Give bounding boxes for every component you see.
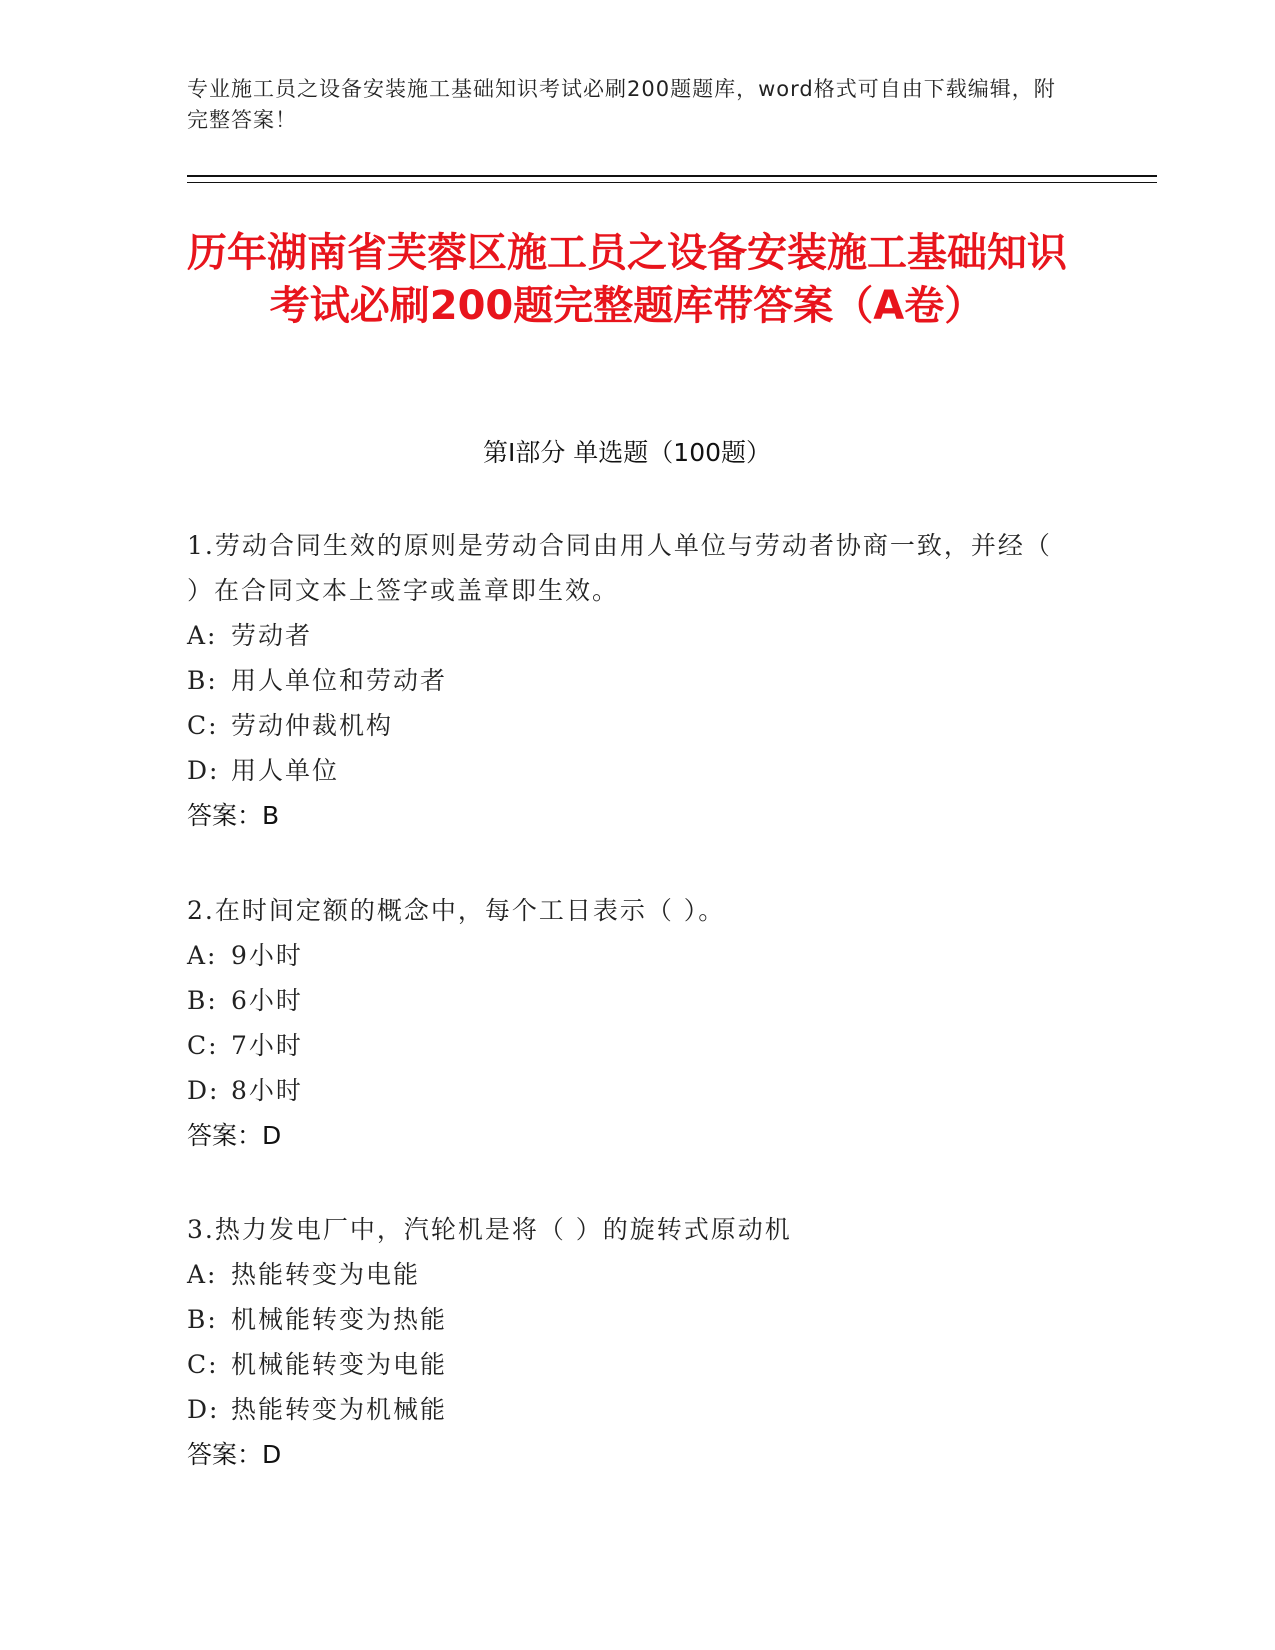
- option-b: [187, 978, 1067, 1023]
- option-letter: B:: [187, 1305, 218, 1334]
- option-letter: A:: [187, 621, 218, 650]
- option-letter: C:: [187, 711, 219, 740]
- option-text: 劳动者: [231, 621, 313, 650]
- answer-line: 答案：B: [187, 801, 280, 830]
- option-b: [187, 658, 1067, 703]
- option-text: 用人单位: [231, 756, 340, 785]
- header-divider-thick: [187, 175, 1157, 177]
- question-3: [187, 1207, 1067, 1477]
- option-letter: D:: [187, 1076, 220, 1105]
- option-text: 8小时: [231, 1076, 303, 1105]
- answer-line: 答案：D: [187, 1440, 282, 1469]
- option-text: 7小时: [231, 1031, 303, 1060]
- option-c: [187, 703, 1067, 748]
- option-text: 机械能转变为电能: [231, 1350, 448, 1379]
- question-stem: 1.劳动合同生效的原则是劳动合同由用人单位与劳动者协商一致，并经（ ）在合同文本上签字或盖章即生效。: [187, 531, 1052, 605]
- question-2: [187, 888, 1067, 1158]
- option-c: [187, 1342, 1067, 1387]
- option-letter: D:: [187, 1395, 220, 1424]
- option-text: 用人单位和劳动者: [231, 666, 448, 695]
- option-letter: A:: [187, 1260, 218, 1289]
- option-text: 劳动仲裁机构: [231, 711, 394, 740]
- option-text: 9小时: [231, 941, 303, 970]
- option-text: 机械能转变为热能: [231, 1305, 448, 1334]
- option-letter: B:: [187, 986, 218, 1015]
- answer-line: 答案：D: [187, 1121, 282, 1150]
- option-letter: D:: [187, 756, 220, 785]
- question-1: [187, 523, 1067, 838]
- question-stem: 3.热力发电厂中，汽轮机是将（ ）的旋转式原动机: [187, 1215, 792, 1244]
- option-d: [187, 1068, 1067, 1113]
- question-stem: 2.在时间定额的概念中，每个工日表示（ ）。: [187, 896, 726, 925]
- option-letter: B:: [187, 666, 218, 695]
- option-letter: C:: [187, 1350, 219, 1379]
- option-text: 热能转变为电能: [231, 1260, 421, 1289]
- option-letter: C:: [187, 1031, 219, 1060]
- option-text: 热能转变为机械能: [231, 1395, 448, 1424]
- option-c: [187, 1023, 1067, 1068]
- header-divider-thin: [187, 182, 1157, 183]
- option-d: [187, 748, 1067, 793]
- option-a: [187, 613, 1067, 658]
- section-heading: 第I部分 单选题（100题）: [482, 438, 772, 467]
- option-text: 6小时: [231, 986, 303, 1015]
- option-letter: A:: [187, 941, 218, 970]
- option-b: [187, 1297, 1067, 1342]
- option-d: [187, 1387, 1067, 1432]
- option-a: [187, 933, 1067, 978]
- option-a: [187, 1252, 1067, 1297]
- header-note: 专业施工员之设备安装施工基础知识考试必刷200题题库，word格式可自由下载编辑，附完整答案！: [187, 77, 1056, 132]
- document-title: 历年湖南省芙蓉区施工员之设备安装施工基础知识考试必刷200题完整题库带答案（A卷）: [187, 230, 1067, 329]
